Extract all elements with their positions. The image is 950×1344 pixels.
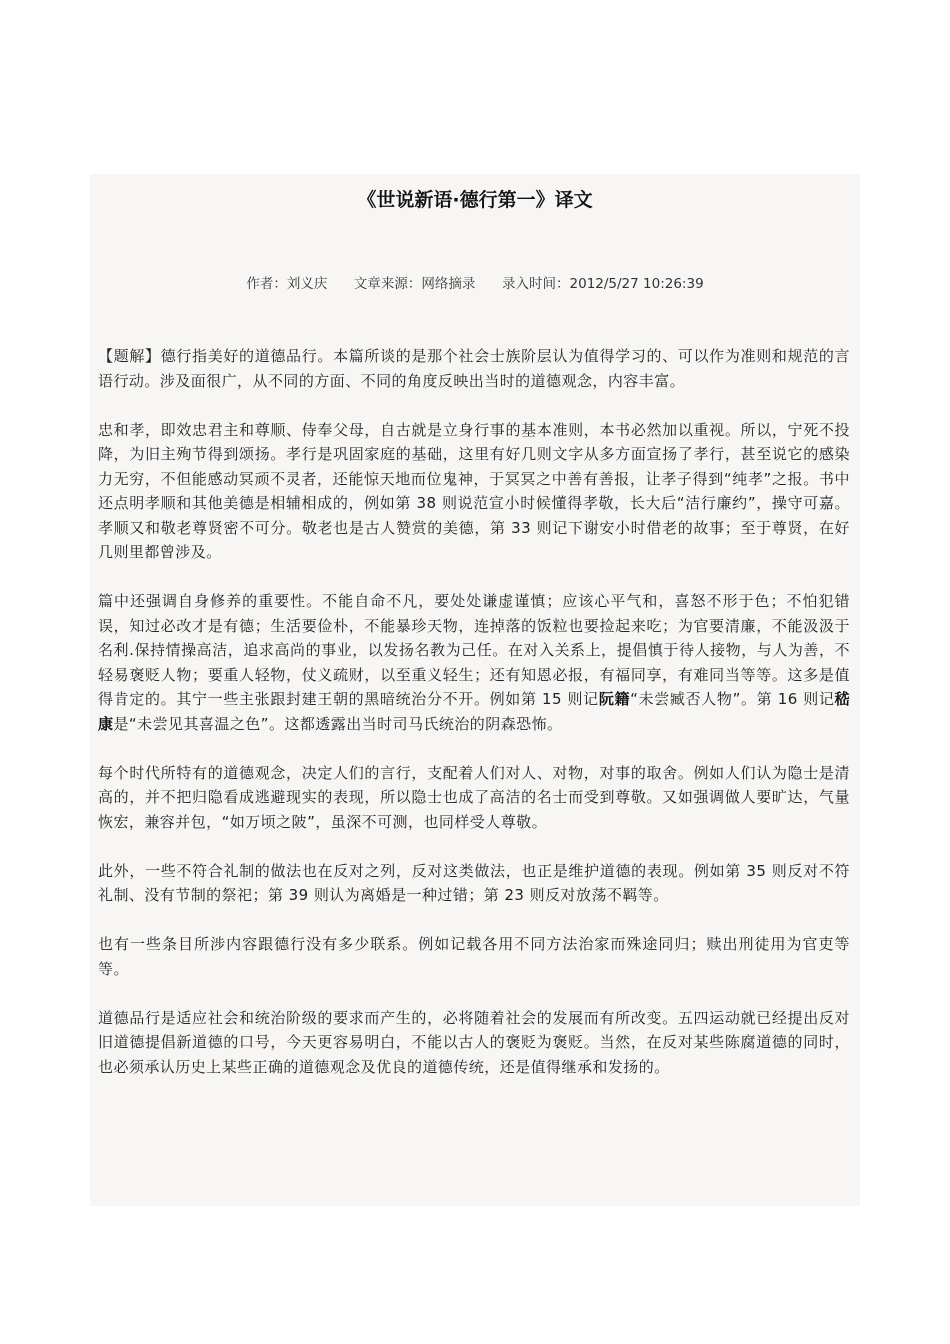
paragraph-era-morals: 每个时代所特有的道德观念，决定人们的言行，支配着人们对人、对物，对事的取舍。例如人们认为隐士是清高的，并不把归隐看成逃避现实的表现，所以隐士也成了高洁的名士而受到尊敬。又如强调做人要旷达，气量恢宏，兼容并包，“如万顷之陂”，虽深不可测，也同样受人尊敬。: [98, 763, 850, 831]
name-ruan-ji: 阮籍: [598, 690, 631, 708]
publish-time: 2012/5/27 10:26:39: [569, 276, 704, 292]
source-label: 文章来源：: [353, 276, 422, 292]
paragraph-self-cultivation: [98, 589, 850, 736]
article-body: [98, 344, 850, 1104]
paragraph-loyalty-filial: 忠和孝，即效忠君主和尊顺、侍奉父母，自古就是立身行事的基本准则，本书必然加以重视。所以，宁死不投降，为旧主殉节得到颂扬。孝行是巩固家庭的基础，这里有好几则文字从多方面宣扬了孝行，甚至说它的感染力无穷，不但能感动冥顽不灵者，还能惊天地而位鬼神，于冥冥之中善有善报，让孝子得到“纯孝”之报。书中还点明孝顺和其他美德是相辅相成的，例如第 38 则说范宣小时候懂得孝敬，长大后“洁行廉约”，操守可嘉。孝顺又和敬老尊贤密不可分。敬老也是古人赞赏的美德，第 33 则记下谢安小时借老的故事；至于尊贤，在好几则里都曾涉及。: [98, 420, 850, 561]
paragraph-unrelated: 也有一些条目所涉内容跟德行没有多少联系。例如记载各用不同方法治家而殊途同归；赎出刑徒用为官吏等等。: [98, 935, 850, 978]
paragraph-rites: 此外，一些不符合礼制的做法也在反对之列，反对这类做法，也正是维护道德的表现。例如第 35 则反对不符礼制、没有节制的祭祀；第 39 则认为离婚是一种过错；第 23 则反对放荡不羁等。: [98, 861, 850, 904]
source-name: 网络摘录: [421, 276, 476, 292]
paragraph-text: 是“未尝见其喜温之色”。这都透露出当时司马氏统治的阴森恐怖。: [113, 714, 563, 733]
author-name: 刘义庆: [286, 276, 328, 292]
time-label: 录入时间：: [502, 276, 570, 292]
article-title: 《世说新语·德行第一》译文: [357, 189, 593, 211]
paragraph-text: 篇中还强调自身修养的重要性。不能自命不凡，要处处谦虚谨慎；应该心平气和，喜怒不形于色；不怕犯错误，知过必改才是有德；生活要俭朴，不能暴珍天物，连掉落的饭粒也要捡起来吃；为官要清廉，不能汲汲于名利.保持情操高洁，追求高尚的事业，以发扬名教为己任。在对入关系上，提倡慎于待人接物，与人为善，不轻易褒贬人物；要重人轻物，仗义疏财，以至重义轻生；还有知恩必报，有福同享，有难同当等等。这多是值得肯定的。其宁一些主张跟封建王朝的黑暗统治分不开。例如第 15 则记: [98, 592, 850, 708]
paragraph-intro: 【题解】德行指美好的道德品行。本篇所谈的是那个社会士族阶层认为值得学习的、可以作为准则和规范的言语行动。涉及面很广，从不同的方面、不同的角度反映出当时的道德观念，内容丰富。: [98, 347, 850, 390]
author-label: 作者：: [246, 276, 287, 292]
name-ji-kang: 嵇康: [98, 690, 850, 733]
article-panel: [90, 174, 860, 1206]
paragraph-text: “未尝臧否人物”。第 16 则记: [630, 690, 835, 708]
paragraph-conclusion: 道德品行是适应社会和统治阶级的要求而产生的，必将随着社会的发展而有所改变。五四运动就已经提出反对旧道德提倡新道德的口号，今天更容易明白，不能以古人的褒贬为褒贬。当然，在反对某些陈腐道德的同时，也必须承认历史上某些正确的道德观念及优良的道德传统，还是值得继承和发扬的。: [98, 1008, 850, 1076]
article-meta: [90, 274, 860, 294]
